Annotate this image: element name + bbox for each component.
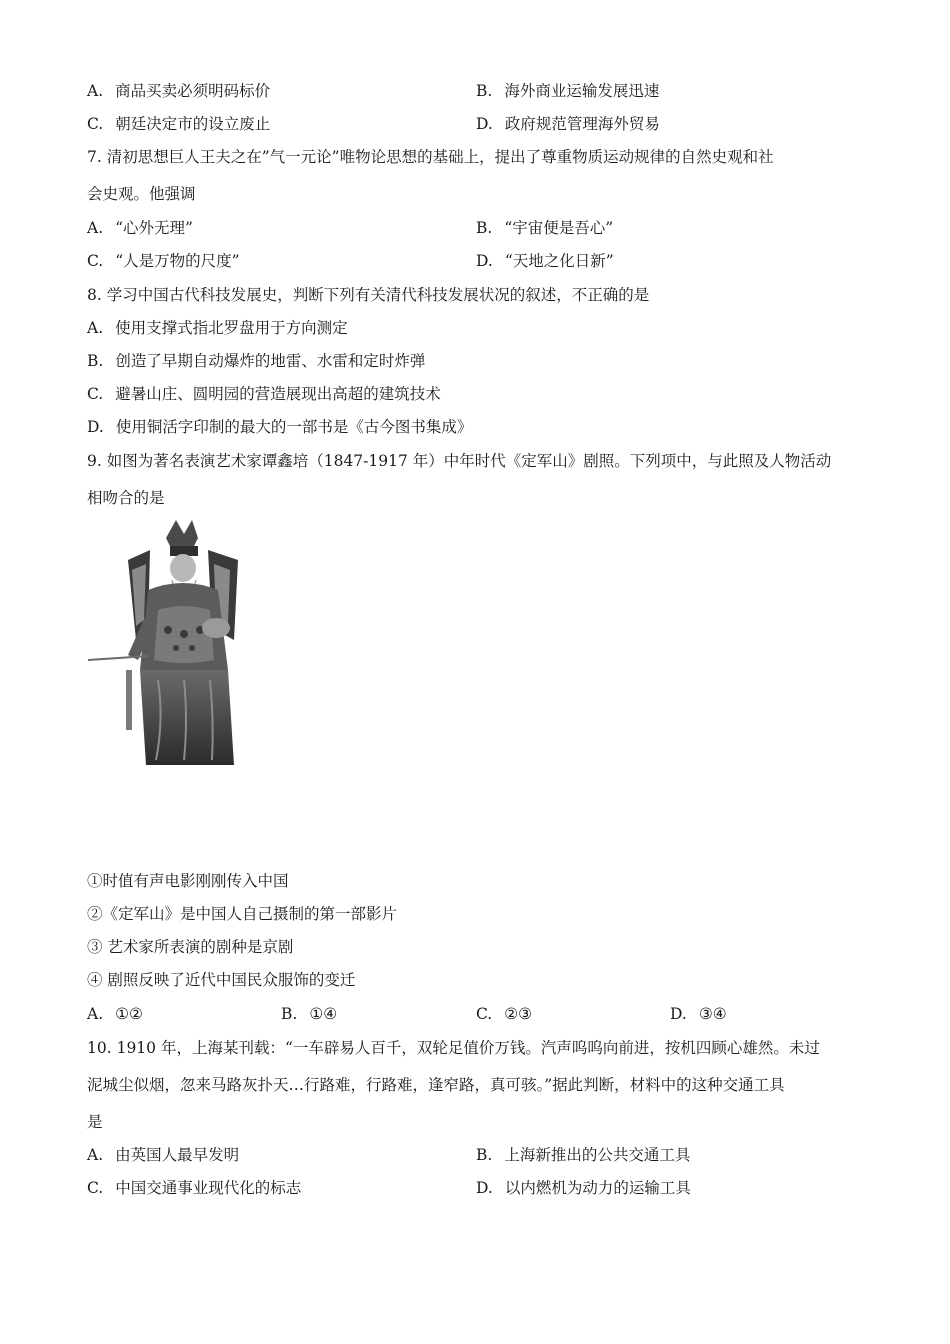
q7-stem-line-1: 7. 清初思想巨人王夫之在”气一元论”唯物论思想的基础上，提出了尊重物质运动规律的自然史观和社 [87, 148, 774, 166]
q9-statement-3: ③ 艺术家所表演的剧种是京剧 [87, 938, 294, 956]
q7-option-c[interactable] [87, 251, 240, 271]
option-label: A. [87, 1146, 104, 1164]
option-label: B. [87, 352, 104, 370]
q7-option-b[interactable] [476, 218, 613, 238]
q9-option-d[interactable] [670, 1004, 727, 1024]
option-text: 商品买卖必须明码标价 [115, 82, 271, 100]
opera-stage-photo [88, 520, 248, 770]
q9-stem-line-2: 相吻合的是 [87, 489, 165, 507]
q10-option-d[interactable] [476, 1178, 691, 1198]
option-text: 海外商业运输发展迅速 [504, 82, 660, 100]
option-label: B. [476, 82, 493, 100]
option-text: “人是万物的尺度” [115, 252, 240, 270]
option-label: A. [87, 82, 104, 100]
option-text: 朝廷决定市的设立废止 [115, 115, 271, 133]
q8-option-c[interactable] [87, 384, 441, 404]
option-label: A. [87, 1005, 104, 1023]
option-text: 上海新推出的公共交通工具 [504, 1146, 691, 1164]
option-text: 使用支撑式指北罗盘用于方向测定 [115, 319, 348, 337]
option-label: D. [476, 1179, 493, 1197]
option-label: A. [87, 219, 104, 237]
q7-stem-line-2: 会史观。他强调 [87, 185, 196, 203]
q9-option-b[interactable] [281, 1004, 337, 1024]
option-text: 政府规范管理海外贸易 [504, 115, 660, 133]
q10-option-c[interactable] [87, 1178, 301, 1198]
option-text: 以内燃机为动力的运输工具 [504, 1179, 691, 1197]
option-label: D. [476, 252, 493, 270]
option-text: 使用铜活字印制的最大的一部书是《古今图书集成》 [115, 418, 473, 436]
option-label: C. [87, 115, 104, 133]
option-label: C. [87, 1179, 104, 1197]
option-label: B. [476, 219, 493, 237]
option-text: “天地之化日新” [504, 252, 614, 270]
option-label: D. [87, 418, 104, 436]
q9-option-c[interactable] [476, 1004, 532, 1024]
option-text: 避暑山庄、圆明园的营造展现出高超的建筑技术 [115, 385, 441, 403]
option-label: D. [670, 1005, 687, 1023]
q6-option-a[interactable] [87, 81, 270, 101]
option-label: B. [281, 1005, 298, 1023]
option-text: ③④ [698, 1005, 727, 1023]
q6-option-d[interactable] [476, 114, 660, 134]
option-label: D. [476, 115, 493, 133]
q8-option-d[interactable] [87, 417, 472, 437]
option-label: A. [87, 319, 104, 337]
q8-stem: 8. 学习中国古代科技发展史，判断下列有关清代科技发展状况的叙述，不正确的是 [87, 286, 650, 304]
option-text: “宇宙便是吾心” [504, 219, 614, 237]
q9-statement-1: ①时值有声电影刚刚传入中国 [87, 872, 289, 890]
q9-stem-line-1: 9. 如图为著名表演艺术家谭鑫培（1847-1917 年）中年时代《定军山》剧照。下列项中，与此照及人物活动 [87, 452, 832, 470]
option-text: 由英国人最早发明 [115, 1146, 240, 1164]
q10-stem-line-3: 是 [87, 1113, 103, 1131]
q7-option-a[interactable] [87, 218, 193, 238]
q10-option-a[interactable] [87, 1145, 239, 1165]
q8-option-b[interactable] [87, 351, 425, 371]
q10-stem-line-2: 泥城尘似烟，忽来马路灰扑天…行路难，行路难，逢窄路，真可骇。”据此判断，材料中的这种交通工具 [87, 1076, 785, 1094]
option-text: 创造了早期自动爆炸的地雷、水雷和定时炸弹 [115, 352, 426, 370]
option-text: “心外无理” [115, 219, 193, 237]
q10-option-b[interactable] [476, 1145, 690, 1165]
option-label: C. [87, 252, 104, 270]
q8-option-a[interactable] [87, 318, 348, 338]
option-text: ②③ [504, 1005, 533, 1023]
q9-option-a[interactable] [87, 1004, 143, 1024]
q9-statement-4: ④ 剧照反映了近代中国民众服饰的变迁 [87, 971, 356, 989]
q6-option-c[interactable] [87, 114, 270, 134]
q6-option-b[interactable] [476, 81, 659, 101]
option-text: 中国交通事业现代化的标志 [115, 1179, 302, 1197]
option-text: ①② [115, 1005, 143, 1023]
option-label: C. [87, 385, 104, 403]
option-label: C. [476, 1005, 493, 1023]
q10-stem-line-1: 10. 1910 年，上海某刊载：“一车辟易人百千，双轮足值价万钱。汽声呜呜向前进，按机四顾心雄然。未过 [87, 1039, 820, 1057]
q9-statement-2: ②《定军山》是中国人自己摄制的第一部影片 [87, 905, 398, 923]
q7-option-d[interactable] [476, 251, 614, 271]
option-label: B. [476, 1146, 493, 1164]
option-text: ①④ [309, 1005, 338, 1023]
